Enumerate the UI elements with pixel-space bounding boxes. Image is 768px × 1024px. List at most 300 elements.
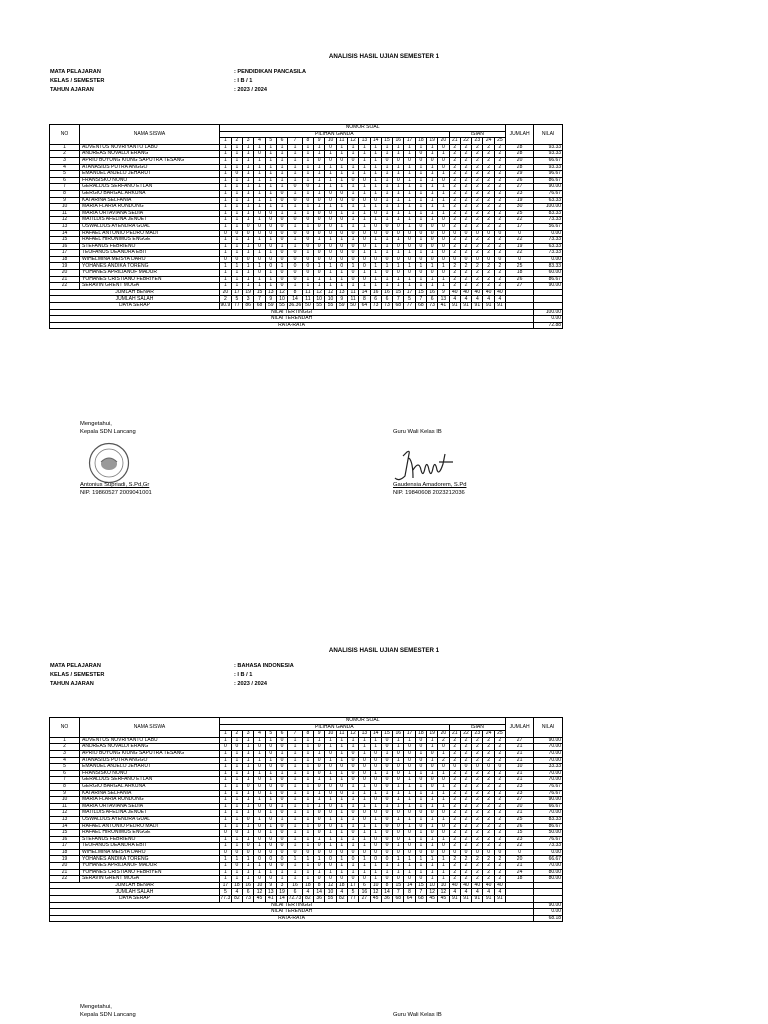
answer-cell: 1	[381, 151, 392, 158]
student-no: 5	[50, 764, 80, 771]
sig-line: Mengetahui,	[80, 421, 112, 427]
answer-cell: 0	[254, 210, 265, 217]
teacher-signature-block	[393, 1012, 442, 1020]
answer-cell: 0	[381, 270, 392, 277]
answer-cell: 0	[427, 810, 438, 817]
answer-cell: 1	[276, 243, 287, 250]
answer-cell: 1	[336, 744, 347, 751]
student-jumlah: 21	[506, 757, 534, 764]
summary-cell: 15	[393, 289, 404, 296]
answer-cell: 1	[220, 164, 232, 171]
question-number: 2	[231, 731, 242, 738]
answer-cell: 1	[347, 210, 358, 217]
answer-cell: 1	[359, 184, 370, 191]
answer-cell: 1	[231, 757, 242, 764]
summary-cell: 12	[427, 889, 438, 896]
answer-cell: 2	[449, 217, 460, 224]
student-nilai: 70.00	[534, 744, 563, 751]
answer-cell: 2	[460, 757, 471, 764]
student-name: OSWALDUS AYENDRA GUAL	[80, 223, 220, 230]
answer-cell: 1	[404, 816, 415, 823]
answer-cell: 1	[302, 157, 313, 164]
answer-cell: 0	[381, 810, 392, 817]
answer-cell: 2	[449, 171, 460, 178]
answer-cell: 1	[254, 217, 265, 224]
answer-cell: 0	[265, 764, 276, 771]
answer-cell: 1	[404, 263, 415, 270]
answer-cell: 0	[449, 849, 460, 856]
answer-cell: 1	[325, 270, 336, 277]
student-name: ADVENTUS NOVRIYANTO LABU	[80, 737, 220, 744]
answer-cell: 1	[325, 869, 336, 876]
student-name: MARIA ORTAVIANA SEDIA	[80, 210, 220, 217]
answer-cell: 1	[265, 276, 276, 283]
answer-cell: 1	[415, 770, 426, 777]
answer-cell: 0	[325, 750, 336, 757]
answer-cell: 0	[254, 270, 265, 277]
summary-cell: 68	[393, 896, 404, 903]
answer-cell: 0	[265, 876, 276, 883]
answer-cell: 0	[415, 823, 426, 830]
question-number: 15	[381, 138, 392, 145]
question-number: 24	[483, 731, 494, 738]
answer-cell: 2	[460, 750, 471, 757]
summary-cell: 40	[449, 882, 460, 889]
student-no: 18	[50, 256, 80, 263]
answer-cell: 0	[314, 757, 325, 764]
answer-cell: 1	[381, 171, 392, 178]
answer-cell: 0	[370, 783, 381, 790]
answer-cell: 1	[415, 164, 426, 171]
student-jumlah: 18	[506, 270, 534, 277]
answer-cell: 1	[370, 830, 381, 837]
answer-cell: 0	[393, 256, 404, 263]
answer-cell: 1	[336, 177, 347, 184]
answer-cell: 0	[438, 230, 449, 237]
student-nilai: 66.67	[534, 157, 563, 164]
answer-cell: 1	[393, 863, 404, 870]
summary-cell: 40	[460, 289, 471, 296]
meta-value: : BAHASA INDONESIA	[234, 663, 294, 669]
student-name: STEFANUS FEBRIENO	[80, 836, 220, 843]
answer-cell: 0	[276, 217, 287, 224]
answer-cell: 1	[393, 263, 404, 270]
answer-cell: 0	[438, 217, 449, 224]
answer-cell: 1	[370, 250, 381, 257]
answer-cell: 1	[302, 777, 313, 784]
teacher-nip: NIP. 19840608 2023212036	[393, 490, 465, 496]
answer-cell: 0	[483, 256, 494, 263]
answer-cell: 1	[302, 836, 313, 843]
answer-cell: 1	[254, 263, 265, 270]
answer-cell: 0	[243, 816, 254, 823]
stat-value: 100.00	[534, 309, 563, 316]
answer-cell: 0	[265, 863, 276, 870]
answer-cell: 1	[314, 797, 325, 804]
answer-cell: 1	[302, 744, 313, 751]
answer-cell: 1	[325, 263, 336, 270]
answer-cell: 0	[314, 876, 325, 883]
answer-cell: 2	[483, 810, 494, 817]
student-nilai: 63.33	[534, 197, 563, 204]
answer-cell: 0	[276, 797, 287, 804]
answer-cell: 1	[427, 737, 438, 744]
answer-cell: 1	[336, 184, 347, 191]
answer-cell: 1	[404, 204, 415, 211]
answer-cell: 1	[276, 177, 287, 184]
answer-cell: 2	[494, 204, 505, 211]
summary-cell: 73	[370, 303, 381, 310]
answer-cell: 2	[494, 250, 505, 257]
student-no: 3	[50, 750, 80, 757]
student-jumlah: 20	[506, 157, 534, 164]
answer-cell: 1	[254, 144, 265, 151]
answer-cell: 1	[243, 283, 254, 290]
answer-cell: 1	[288, 797, 303, 804]
answer-cell: 1	[288, 803, 303, 810]
student-no: 1	[50, 737, 80, 744]
answer-cell: 1	[347, 797, 358, 804]
answer-cell: 2	[483, 237, 494, 244]
answer-cell: 1	[276, 803, 287, 810]
answer-cell: 2	[449, 157, 460, 164]
answer-cell: 2	[483, 210, 494, 217]
answer-cell: 1	[220, 263, 232, 270]
empty-cell	[506, 896, 534, 903]
answer-cell: 0	[276, 856, 287, 863]
answer-cell: 1	[314, 151, 325, 158]
answer-cell: 1	[359, 737, 370, 744]
answer-cell: 0	[370, 836, 381, 843]
answer-cell: 1	[393, 171, 404, 178]
answer-cell: 2	[472, 737, 483, 744]
answer-cell: 1	[370, 276, 381, 283]
answer-cell: 0	[393, 243, 404, 250]
answer-cell: 1	[243, 757, 254, 764]
answer-cell: 0	[231, 863, 242, 870]
answer-cell: 1	[336, 223, 347, 230]
answer-cell: 1	[415, 217, 426, 224]
answer-cell: 1	[231, 217, 242, 224]
answer-cell: 1	[325, 151, 336, 158]
answer-cell: 0	[220, 230, 232, 237]
answer-cell: 1	[288, 171, 303, 178]
answer-cell: 2	[472, 830, 483, 837]
summary-cell: 7	[393, 296, 404, 303]
summary-cell: 40	[494, 289, 505, 296]
student-no: 11	[50, 803, 80, 810]
answer-cell: 0	[438, 243, 449, 250]
answer-cell: 0	[314, 823, 325, 830]
answer-cell: 0	[314, 230, 325, 237]
answer-cell: 1	[359, 783, 370, 790]
summary-label: DAYA SERAP	[50, 303, 220, 310]
answer-cell: 1	[427, 151, 438, 158]
answer-cell: 0	[494, 256, 505, 263]
answer-cell: 1	[393, 197, 404, 204]
answer-cell: 2	[494, 270, 505, 277]
answer-cell: 2	[483, 144, 494, 151]
answer-cell: 0	[415, 777, 426, 784]
student-nilai: 86.67	[534, 823, 563, 830]
summary-label: JUMLAH BENAR	[50, 289, 220, 296]
student-name: MARIA FLARIA RONDONG	[80, 204, 220, 211]
answer-cell: 0	[381, 230, 392, 237]
answer-cell: 0	[359, 263, 370, 270]
answer-cell: 2	[483, 803, 494, 810]
answer-cell: 2	[483, 750, 494, 757]
answer-cell: 0	[314, 863, 325, 870]
answer-cell: 1	[438, 876, 449, 883]
answer-cell: 1	[415, 836, 426, 843]
student-name: TEOFANUS DEANDRA EBIT	[80, 250, 220, 257]
answer-cell: 1	[288, 737, 303, 744]
question-number: 22	[460, 731, 471, 738]
answer-cell: 0	[427, 157, 438, 164]
answer-cell: 0	[325, 863, 336, 870]
answer-cell: 2	[494, 157, 505, 164]
answer-cell: 1	[427, 823, 438, 830]
answer-cell: 1	[404, 770, 415, 777]
answer-cell: 2	[449, 270, 460, 277]
answer-cell: 0	[336, 157, 347, 164]
answer-cell: 0	[265, 243, 276, 250]
answer-cell: 1	[231, 843, 242, 850]
answer-cell: 1	[220, 210, 232, 217]
answer-cell: 1	[438, 276, 449, 283]
answer-cell: 0	[314, 217, 325, 224]
student-no: 9	[50, 790, 80, 797]
answer-cell: 0	[276, 276, 287, 283]
answer-cell: 1	[231, 764, 242, 771]
summary-cell: 15	[415, 882, 426, 889]
summary-cell: 12	[276, 289, 287, 296]
answer-cell: 0	[494, 764, 505, 771]
answer-cell: 1	[336, 816, 347, 823]
student-no: 7	[50, 777, 80, 784]
answer-cell: 1	[336, 797, 347, 804]
answer-cell: 2	[460, 843, 471, 850]
answer-cell: 1	[393, 164, 404, 171]
answer-cell: 2	[460, 770, 471, 777]
answer-cell: 1	[314, 856, 325, 863]
answer-cell: 0	[438, 237, 449, 244]
answer-cell: 0	[288, 230, 303, 237]
student-name: YOHANES APRILIANOF MADUR	[80, 270, 220, 277]
answer-cell: 2	[472, 243, 483, 250]
question-number: 14	[370, 138, 381, 145]
answer-cell: 1	[347, 783, 358, 790]
answer-cell: 1	[427, 217, 438, 224]
answer-cell: 1	[347, 816, 358, 823]
student-nilai: 0.00	[534, 230, 563, 237]
answer-cell: 0	[325, 190, 336, 197]
answer-cell: 0	[302, 217, 313, 224]
student-no: 17	[50, 250, 80, 257]
answer-cell: 1	[265, 171, 276, 178]
answer-cell: 1	[302, 250, 313, 257]
question-number: 23	[472, 731, 483, 738]
summary-cell: 72.73	[288, 895, 302, 902]
answer-cell: 0	[302, 230, 313, 237]
answer-cell: 2	[483, 171, 494, 178]
answer-cell: 2	[483, 184, 494, 191]
answer-cell: 1	[243, 770, 254, 777]
summary-cell: 12	[370, 889, 381, 896]
principal-nip: NIP. 19860527 2009041001	[80, 490, 152, 496]
header-isian: ISIAN	[449, 724, 505, 731]
summary-cell: 40	[472, 289, 483, 296]
answer-cell: 0	[336, 263, 347, 270]
answer-cell: 0	[438, 744, 449, 751]
stat-label: NILAI TERENDAH	[50, 909, 534, 916]
answer-cell: 0	[325, 256, 336, 263]
answer-cell: 2	[460, 869, 471, 876]
answer-cell: 0	[288, 849, 303, 856]
answer-cell: 1	[302, 177, 313, 184]
student-nilai: 73.33	[534, 843, 563, 850]
answer-cell: 0	[415, 810, 426, 817]
answer-cell: 0	[336, 783, 347, 790]
answer-cell: 0	[325, 157, 336, 164]
answer-cell: 1	[314, 144, 325, 151]
answer-cell: 0	[265, 750, 276, 757]
answer-cell: 0	[276, 836, 287, 843]
answer-cell: 2	[460, 157, 471, 164]
answer-cell: 1	[393, 250, 404, 257]
answer-cell: 1	[220, 250, 232, 257]
answer-cell: 1	[314, 164, 325, 171]
answer-cell: 1	[220, 276, 232, 283]
answer-cell: 1	[302, 803, 313, 810]
answer-cell: 1	[393, 737, 404, 744]
answer-cell: 1	[359, 217, 370, 224]
student-nilai: 33.33	[534, 764, 563, 771]
student-no: 3	[50, 157, 80, 164]
meta-row	[50, 663, 450, 672]
answer-cell: 2	[483, 276, 494, 283]
answer-cell: 0	[438, 157, 449, 164]
answer-cell: 0	[370, 197, 381, 204]
meta-value: : 2023 / 2024	[234, 681, 267, 687]
answer-cell: 1	[325, 830, 336, 837]
summary-cell: 9	[336, 296, 347, 303]
answer-cell: 1	[393, 204, 404, 211]
answer-cell: 2	[483, 744, 494, 751]
principal-signature-block	[80, 1004, 136, 1020]
answer-cell: 2	[472, 876, 483, 883]
summary-cell: 19	[276, 889, 287, 896]
header-nilai: NILAI	[534, 125, 563, 145]
answer-cell: 2	[449, 737, 460, 744]
answer-cell: 2	[460, 823, 471, 830]
summary-cell: 4	[483, 296, 494, 303]
answer-cell: 0	[438, 270, 449, 277]
answer-cell: 1	[314, 803, 325, 810]
answer-cell: 1	[381, 750, 392, 757]
student-no: 4	[50, 757, 80, 764]
answer-cell: 2	[494, 869, 505, 876]
answer-cell: 0	[288, 184, 303, 191]
answer-cell: 1	[404, 803, 415, 810]
answer-cell: 1	[220, 144, 232, 151]
answer-cell: 0	[302, 237, 313, 244]
answer-cell: 0	[347, 177, 358, 184]
question-number: 2	[231, 138, 242, 145]
answer-cell: 0	[314, 744, 325, 751]
answer-cell: 1	[265, 204, 276, 211]
summary-cell: 8	[288, 289, 303, 296]
answer-cell: 2	[472, 270, 483, 277]
answer-cell: 1	[265, 737, 276, 744]
answer-cell: 0	[438, 843, 449, 850]
summary-cell: 40	[483, 289, 494, 296]
answer-cell: 1	[231, 157, 242, 164]
answer-cell: 1	[243, 151, 254, 158]
answer-cell: 1	[243, 171, 254, 178]
answer-cell: 1	[427, 869, 438, 876]
answer-cell: 0	[393, 849, 404, 856]
answer-cell: 0	[427, 777, 438, 784]
answer-cell: 2	[472, 197, 483, 204]
answer-cell: 1	[265, 777, 276, 784]
answer-cell: 1	[438, 263, 449, 270]
answer-cell: 0	[404, 256, 415, 263]
answer-cell: 1	[404, 144, 415, 151]
answer-cell: 0	[336, 790, 347, 797]
answer-cell: 1	[370, 803, 381, 810]
answer-cell: 0	[393, 810, 404, 817]
answer-cell: 1	[404, 863, 415, 870]
summary-cell: 8	[381, 882, 392, 889]
answer-cell: 0	[347, 256, 358, 263]
answer-cell: 0	[370, 797, 381, 804]
answer-cell: 1	[404, 797, 415, 804]
empty-cell	[534, 289, 563, 296]
summary-cell: 68	[415, 303, 426, 310]
answer-cell: 1	[302, 869, 313, 876]
summary-cell: 10	[427, 882, 438, 889]
summary-cell: 5	[347, 889, 358, 896]
answer-cell: 1	[336, 843, 347, 850]
summary-cell: 10	[325, 296, 336, 303]
answer-cell: 1	[359, 823, 370, 830]
question-number: 25	[494, 731, 505, 738]
principal-name: Antonius Supriadi, S.Pd,Gr	[80, 482, 150, 488]
answer-cell: 0	[415, 230, 426, 237]
answer-cell: 0	[265, 856, 276, 863]
student-name: ATANASIUS PUTRA ANGGO	[80, 164, 220, 171]
summary-cell: 2	[220, 296, 232, 303]
answer-cell: 1	[288, 243, 303, 250]
answer-cell: 2	[483, 856, 494, 863]
answer-cell: 2	[494, 856, 505, 863]
answer-cell: 1	[302, 843, 313, 850]
answer-cell: 1	[302, 276, 313, 283]
report-title: ANALISIS HASIL UJIAN SEMESTER 1	[328, 53, 440, 60]
answer-cell: 2	[494, 750, 505, 757]
answer-cell: 1	[220, 190, 232, 197]
answer-cell: 1	[314, 276, 325, 283]
answer-cell: 1	[220, 204, 232, 211]
summary-cell: 13	[336, 289, 347, 296]
answer-cell: 1	[254, 190, 265, 197]
answer-cell: 2	[494, 836, 505, 843]
answer-cell: 1	[220, 197, 232, 204]
answer-cell: 2	[483, 217, 494, 224]
answer-cell: 0	[288, 250, 303, 257]
summary-cell: 15	[254, 289, 265, 296]
